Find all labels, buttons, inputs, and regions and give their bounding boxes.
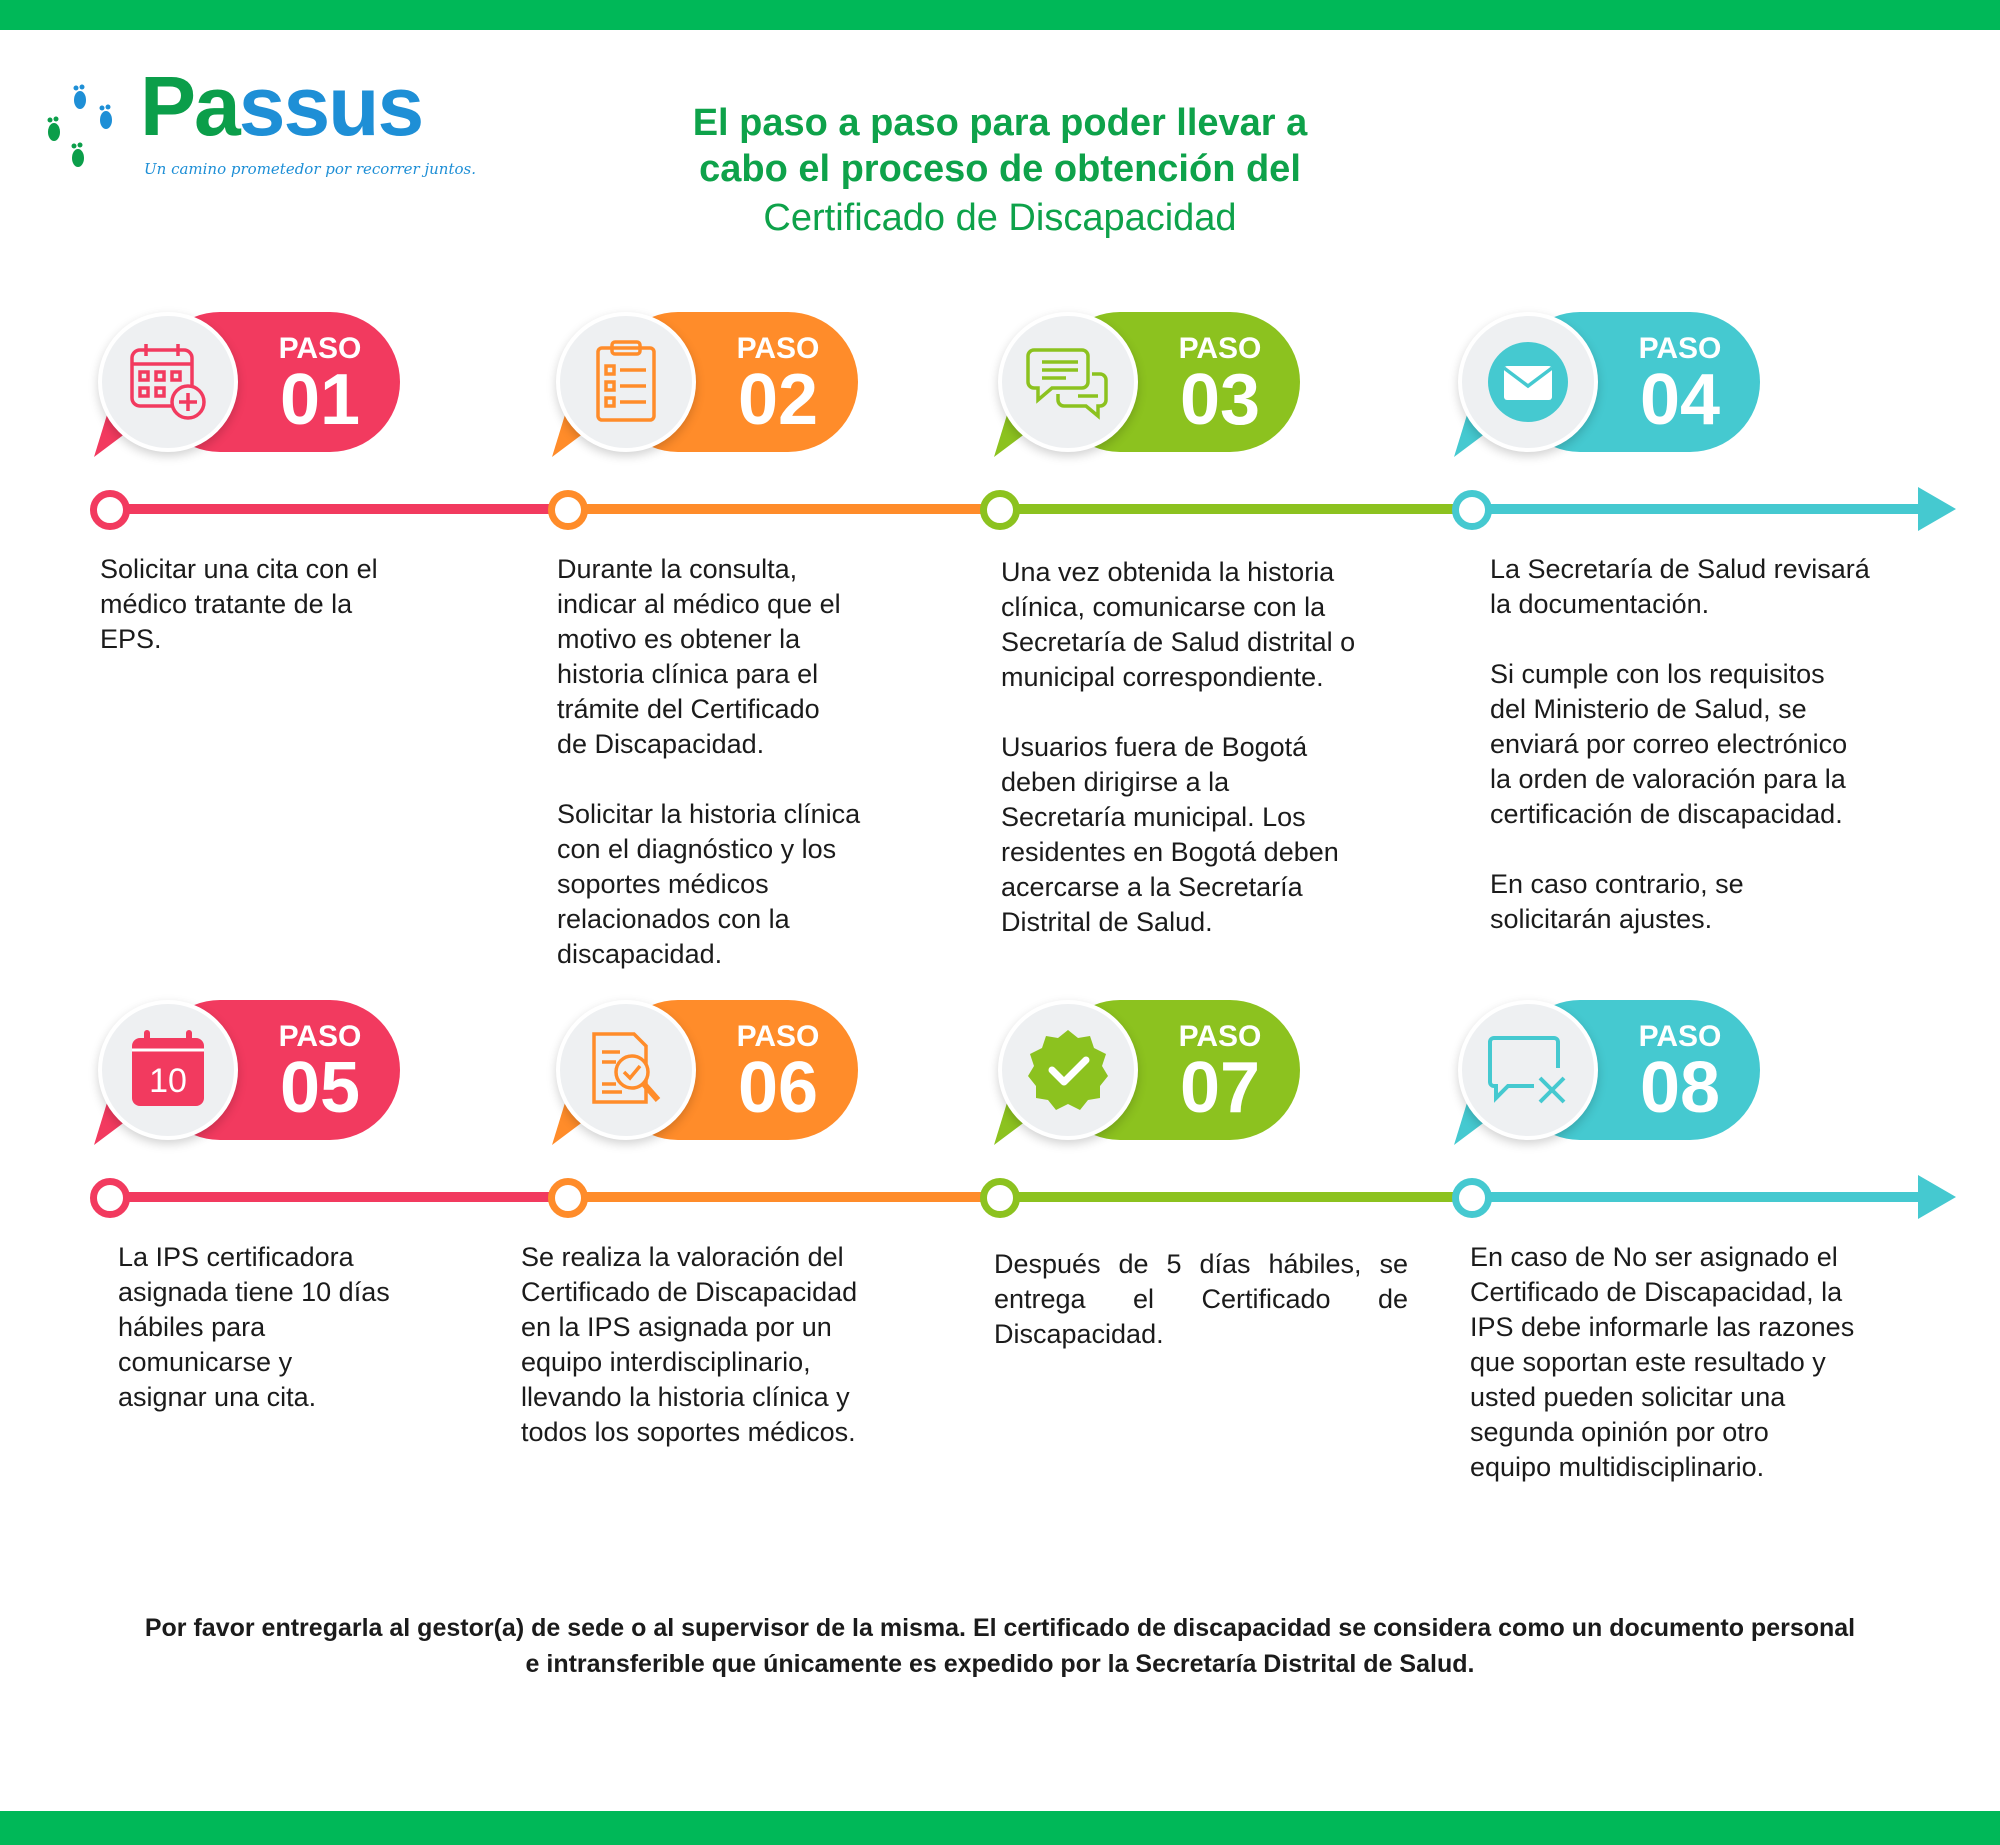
step-label: PASO [1178, 332, 1262, 365]
step-badge-01 [80, 312, 400, 462]
timeline-dot-06 [548, 1178, 588, 1218]
icon-circle [1458, 1000, 1598, 1140]
step-description-06: Se realiza la valoración del Certificado de Discapacidad en la IPS asignada por un equipo interdisciplinario, llevando la historia clínica y todos los soportes médicos. [521, 1242, 858, 1447]
icon-circle [998, 1000, 1138, 1140]
icon-circle [98, 312, 238, 452]
timeline-dot-01 [90, 490, 130, 530]
step-description-07: Después de 5 días hábiles, se entrega el Certificado de Discapacidad. [994, 1249, 1408, 1349]
step-label: PASO [736, 1020, 820, 1053]
brand-name-part2: ssus [238, 59, 423, 153]
check-badge-icon [1026, 1028, 1110, 1112]
timeline-dot-03 [980, 490, 1020, 530]
timeline-dot-02 [548, 490, 588, 530]
step-number: 01 [279, 360, 361, 440]
message-cancel-icon [1486, 1028, 1570, 1112]
calendar-day-number: 10 [149, 1062, 187, 1100]
title-line3: Certificado de Discapacidad [763, 197, 1237, 239]
title-line2: cabo el proceso de obtención del [699, 148, 1301, 190]
step-number: 03 [1179, 360, 1261, 440]
step-description-01: Solicitar una cita con el médico tratante de la EPS. [100, 554, 378, 654]
timeline-dot-04 [1452, 490, 1492, 530]
chat-bubbles-icon [1026, 340, 1110, 424]
page-title [560, 100, 1440, 244]
document-search-icon [584, 1028, 668, 1112]
step-description-04: La Secretaría de Salud revisará la documentación. Si cumple con los requisitos del Ministerio de Salud, se enviará por correo electrónico la orden de valoración para la certificación de discapacidad. En caso contrario, se solicitarán ajustes. [1490, 554, 1870, 934]
step-label: PASO [1638, 1020, 1722, 1053]
timeline-segment-04 [1460, 504, 1950, 514]
step-label: PASO [1178, 1020, 1262, 1053]
envelope-icon [1486, 340, 1570, 424]
step-badge-04 [1440, 312, 1760, 462]
clipboard-checklist-icon [584, 340, 668, 424]
icon-circle [98, 1000, 238, 1140]
footer-note: Por favor entregarla al gestor(a) de sede o al supervisor de la misma. El certificado de discapacidad se considera como un documento personal e intransferible que únicamente es expedido por la Secretaría Distrital de Salud. [144, 1614, 1856, 1678]
timeline-segment-01 [100, 504, 560, 514]
brand-name-part1: Pa [140, 59, 239, 153]
step-description-03: Una vez obtenida la historia clínica, comunicarse con la Secretaría de Salud distrital o municipal correspondiente. Usuarios fuera de Bogotá deben dirigirse a la Secretaría municipal. Los residentes en Bogotá deben acercarse a la Secretaría Distrital de Salud. [1001, 557, 1356, 937]
timeline-arrow-icon [1918, 1175, 1956, 1219]
step-badge-07 [980, 1000, 1300, 1150]
calendar-add-icon [126, 340, 210, 424]
step-badge-02 [538, 312, 858, 462]
step-label: PASO [278, 1020, 362, 1053]
timeline-dot-05 [90, 1178, 130, 1218]
timeline-segment-02 [560, 504, 990, 514]
step-badge-08 [1440, 1000, 1760, 1150]
step-number: 05 [279, 1048, 361, 1128]
timeline-segment-03 [990, 504, 1460, 514]
step-label: PASO [736, 332, 820, 365]
step-badge-03 [980, 312, 1300, 462]
brand-tagline: Un camino prometedor por recorrer juntos. [144, 160, 476, 178]
timeline-dot-07 [980, 1178, 1020, 1218]
calendar-10-icon [126, 1028, 210, 1112]
step-label: PASO [1638, 332, 1722, 365]
step-description-05: La IPS certificadora asignada tiene 10 días hábiles para comunicarse y asignar una cita. [118, 1242, 390, 1412]
top-band [0, 0, 2000, 30]
timeline-segment-06 [560, 1192, 990, 1202]
timeline-row-1 [0, 484, 2000, 534]
bottom-band [0, 1811, 2000, 1845]
timeline-segment-07 [990, 1192, 1460, 1202]
footprints-icon [40, 80, 135, 175]
step-number: 07 [1179, 1048, 1261, 1128]
step-badge-06 [538, 1000, 858, 1150]
icon-circle [556, 1000, 696, 1140]
step-badge-05 [80, 1000, 400, 1150]
timeline-segment-08 [1460, 1192, 1950, 1202]
step-label: PASO [278, 332, 362, 365]
step-number: 04 [1639, 360, 1721, 440]
timeline-segment-05 [100, 1192, 560, 1202]
step-number: 02 [737, 360, 819, 440]
icon-circle [556, 312, 696, 452]
step-description-08: En caso de No ser asignado el Certificado de Discapacidad, la IPS debe informarle las razones que soportan este resultado y usted pueden solicitar una segunda opinión por otro equipo multidisciplinario. [1470, 1242, 1855, 1482]
step-number: 08 [1639, 1048, 1721, 1128]
step-description-02: Durante la consulta, indicar al médico que el motivo es obtener la historia clínica para el trámite del Certificado de Discapacidad. Solicitar la historia clínica con el diagnóstico y los soportes médicos relacionados con la discapacidad. [557, 554, 861, 969]
title-line1: El paso a paso para poder llevar a [692, 102, 1308, 144]
passus-logo [40, 59, 476, 182]
step-number: 06 [737, 1048, 819, 1128]
timeline-dot-08 [1452, 1178, 1492, 1218]
timeline-arrow-icon [1918, 487, 1956, 531]
icon-circle [1458, 312, 1598, 452]
icon-circle [998, 312, 1138, 452]
timeline-row-2 [0, 1172, 2000, 1222]
brand-name [140, 59, 423, 153]
